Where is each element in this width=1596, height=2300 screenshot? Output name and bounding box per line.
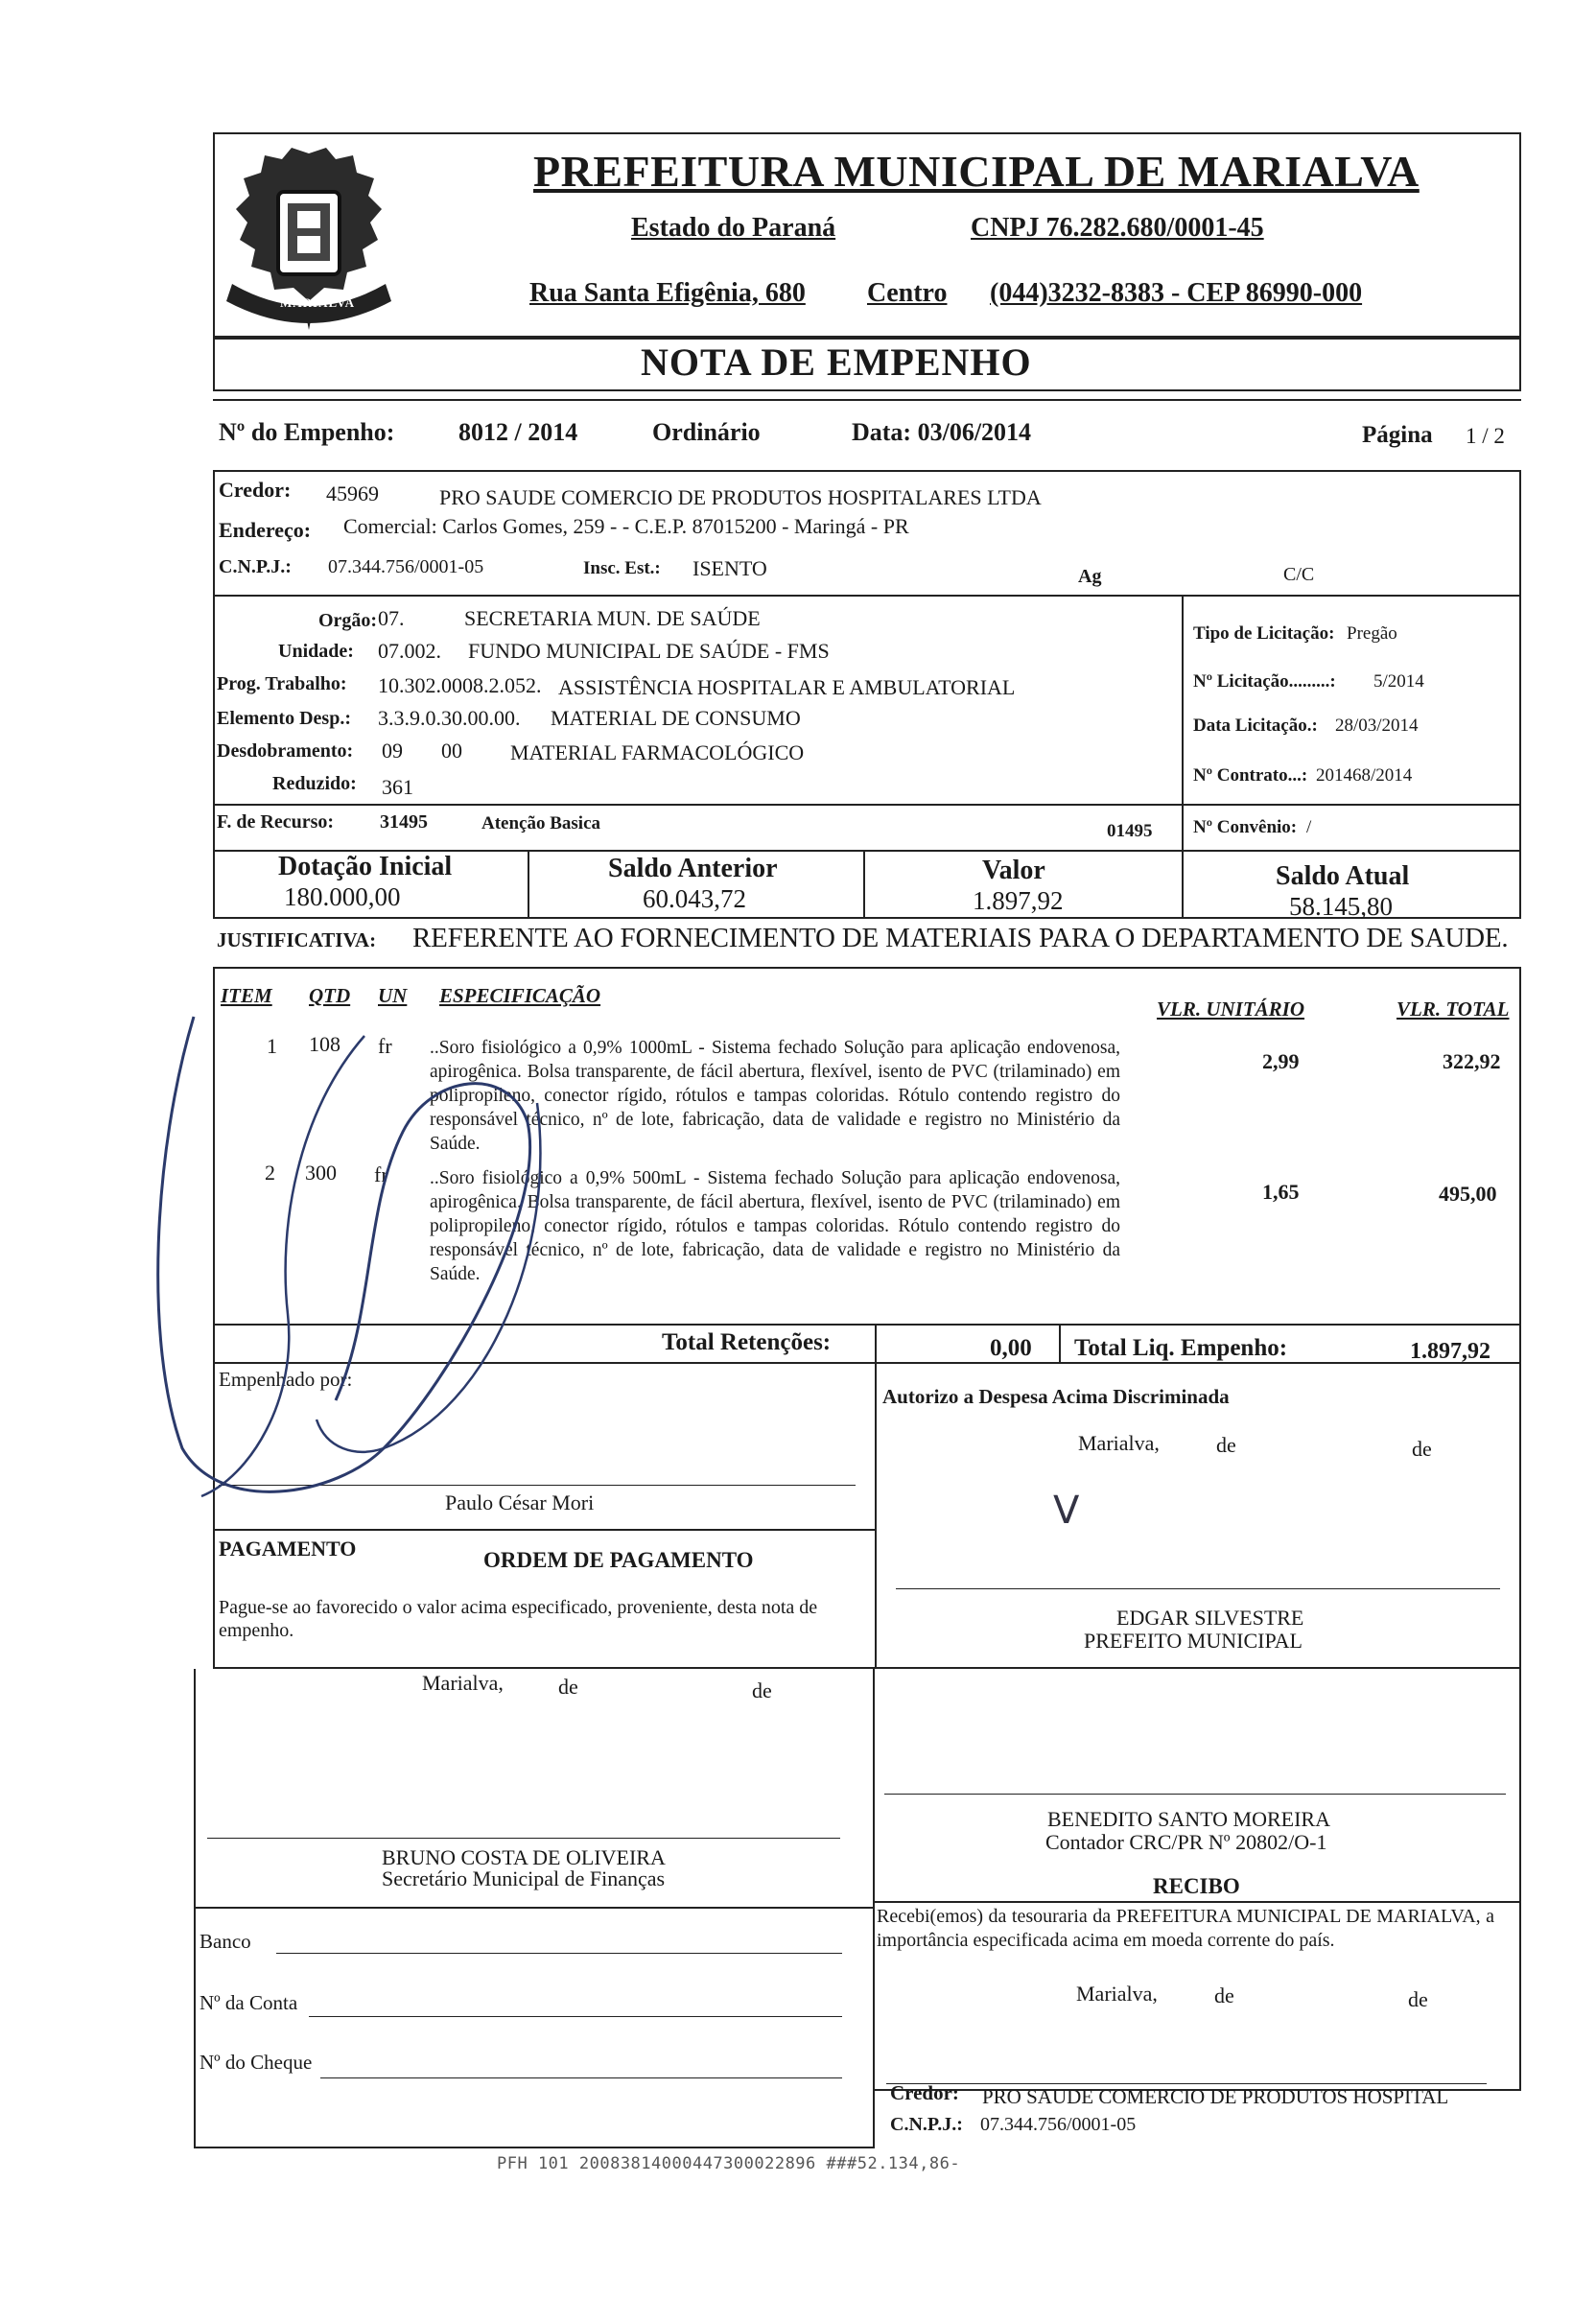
orgao-label: Orgão: [318, 610, 378, 631]
prog-name: ASSISTÊNCIA HOSPITALAR E AMBULATORIAL [558, 675, 1016, 699]
item-qtd: 300 [305, 1161, 337, 1185]
secretario-name: BRUNO COSTA DE OLIVEIRA [382, 1845, 666, 1869]
divider [863, 850, 865, 919]
total-liq-label: Total Liq. Empenho: [1074, 1335, 1288, 1361]
elem-code: 3.3.9.0.30.00.00. [378, 706, 521, 730]
page-label: Página [1362, 422, 1433, 448]
unidade-label: Unidade: [278, 641, 354, 662]
pagamento-text: Pague-se ao favorecido o valor acima especificado, proveniente, desta nota de empenho. [219, 1597, 818, 1641]
item-total: 495,00 [1439, 1182, 1497, 1206]
cc-label: C/C [1283, 564, 1315, 585]
col-total: VLR. TOTAL [1396, 997, 1510, 1021]
divider [1059, 1324, 1061, 1362]
secretario-role: Secretário Municipal de Finanças [382, 1866, 666, 1890]
signature-line [896, 1588, 1500, 1589]
total-liq-value: 1.897,92 [1410, 1339, 1490, 1364]
rec-code2: 01495 [1107, 821, 1153, 841]
tipo-licitacao-label: Tipo de Licitação: [1193, 623, 1335, 644]
data-licitacao: 28/03/2014 [1335, 716, 1419, 736]
item-un: fr [374, 1162, 388, 1186]
autorizo-de1: de [1216, 1433, 1236, 1457]
item-spec: ..Soro fisiológico a 0,9% 1000mL - Sistema fechado Solução para aplicação endovenosa, apirogênica. Bolsa transparente, de fácil abertura, flexível, isento de PVC (trilaminado) em polipropileno, conector rígido, rótulos e tampas coloridas. Rótulo contendo registro do responsável técnico, nº de lote, fabricação, data de validade e registro no Ministério da Saúde. [430, 1038, 1120, 1154]
valor-label: Valor [982, 856, 1045, 885]
credor-address: Comercial: Carlos Gomes, 259 - - C.E.P. 87015200 - Maringá - PR [343, 514, 909, 538]
divider [1182, 804, 1521, 806]
credor-code: 45969 [326, 481, 379, 505]
cheque-label: Nº do Cheque [200, 2051, 313, 2074]
initials-mark: V [1053, 1489, 1080, 1533]
divider [1182, 595, 1184, 852]
recibo-city: Marialva, [1076, 1982, 1158, 2006]
divider [875, 1324, 877, 1669]
empenhado-name: Paulo César Mori [445, 1490, 595, 1514]
recibo-title: RECIBO [1153, 1874, 1240, 1898]
empenhado-label: Empenhado por: [219, 1368, 353, 1391]
empenho-date: Data: 03/06/2014 [852, 418, 1032, 446]
dotacao-inicial: 180.000,00 [284, 882, 401, 911]
divider [194, 1907, 873, 1909]
org-phone-cep: (044)3232-8383 - CEP 86990-000 [990, 278, 1363, 308]
credor-cnpj: 07.344.756/0001-05 [328, 556, 484, 577]
red-label: Reduzido: [272, 773, 357, 794]
page-number: 1 / 2 [1466, 424, 1505, 448]
conta-label: Nº da Conta [200, 1991, 298, 2014]
handwritten-signature [144, 997, 681, 1535]
divider [886, 2083, 1487, 2084]
org-title: PREFEITURA MUNICIPAL DE MARIALVA [533, 147, 1420, 196]
empenho-type: Ordinário [652, 418, 761, 446]
cnpj-label: C.N.P.J.: [219, 556, 292, 577]
item-un: fr [378, 1034, 392, 1058]
num-licitacao: 5/2014 [1373, 671, 1424, 692]
rec-label: F. de Recurso: [217, 811, 335, 833]
item-number: 2 [265, 1161, 275, 1185]
credor-insc: ISENTO [692, 556, 767, 580]
autorizo-text: Autorizo a Despesa Acima Discriminada [882, 1385, 1230, 1408]
saldo-anterior-label: Saldo Anterior [608, 854, 778, 883]
banco-label: Banco [200, 1930, 251, 1953]
col-qtd: QTD [309, 984, 351, 1007]
saldo-atual-label: Saldo Atual [1276, 861, 1410, 891]
banco-field[interactable] [276, 1953, 842, 1954]
credor-label: Credor: [219, 478, 292, 502]
rec-code: 31495 [380, 811, 428, 833]
valor: 1.897,92 [973, 886, 1064, 915]
org-address: Rua Santa Efigênia, 680 [529, 278, 806, 308]
elem-name: MATERIAL DE CONSUMO [551, 706, 801, 730]
orgao-name: SECRETARIA MUN. DE SAÚDE [464, 606, 761, 630]
divider [1519, 1669, 1521, 2091]
item-number: 1 [267, 1034, 277, 1058]
convenio: / [1306, 817, 1312, 837]
address-label: Endereço: [219, 518, 312, 542]
recibo-text: Recebi(emos) da tesouraria da PREFEITURA MUNICIPAL DE MARIALVA, a importância especificada acima em moeda corrente do país. [877, 1906, 1494, 1951]
recibo-de1: de [1214, 1983, 1234, 2007]
divider [194, 2147, 873, 2148]
divider [875, 1901, 1519, 1903]
tipo-licitacao: Pregão [1347, 623, 1397, 644]
item-spec: ..Soro fisiológico a 0,9% 500mL - Sistema fechado Solução para aplicação endovenosa, apirogênica. Bolsa transparente, de fácil abertura, flexível, isento de PVC (trilaminado) em polipropileno, conector rígido, rótulos e tampas coloridas. Rótulo contendo registro do responsável técnico, nº de lote, fabricação, data de validade e registro no Ministério da Saúde. [430, 1168, 1120, 1284]
doc-title: NOTA DE EMPENHO [641, 340, 1032, 384]
contador-role: Contador CRC/PR Nº 20802/O-1 [1045, 1830, 1327, 1854]
divider [194, 1669, 196, 2148]
org-district: Centro [867, 278, 948, 308]
ag-label: Ag [1078, 566, 1102, 587]
pagamento-de2: de [752, 1678, 772, 1702]
convenio-label: Nº Convênio: [1193, 817, 1298, 837]
cheque-field[interactable] [320, 2077, 842, 2078]
pagamento-de1: de [558, 1675, 578, 1699]
recibo-credor: PRO SAUDE COMERCIO DE PRODUTOS HOSPITAL [982, 2085, 1449, 2108]
red-value: 361 [382, 775, 413, 799]
item-unit: 1,65 [1262, 1180, 1300, 1204]
contrato: 201468/2014 [1316, 765, 1413, 786]
credor-name: PRO SAUDE COMERCIO DE PRODUTOS HOSPITALARES LTDA [439, 485, 1042, 509]
org-state: Estado do Paraná [631, 213, 836, 243]
desd-label: Desdobramento: [217, 740, 354, 762]
autorizo-city: Marialva, [1078, 1431, 1160, 1455]
divider [213, 804, 1182, 806]
org-cnpj: CNPJ 76.282.680/0001-45 [971, 213, 1264, 243]
recibo-cnpj-label: C.N.P.J.: [890, 2114, 963, 2135]
col-spec: ESPECIFICAÇÃO [439, 984, 601, 1007]
seal-ribbon-text: MARIALVA [280, 295, 356, 310]
recibo-cnpj: 07.344.756/0001-05 [980, 2114, 1137, 2135]
unidade-code: 07.002. [378, 639, 441, 663]
contrato-label: Nº Contrato...: [1193, 765, 1308, 786]
col-un: UN [378, 984, 408, 1007]
dotacao-inicial-label: Dotação Inicial [278, 852, 453, 881]
insc-label: Insc. Est.: [583, 558, 661, 578]
recibo-de2: de [1408, 1987, 1428, 2011]
ordem-label: ORDEM DE PAGAMENTO [483, 1548, 754, 1572]
orgao-code: 07. [378, 606, 405, 630]
justificativa-label: JUSTIFICATIVA: [217, 928, 377, 951]
prefeito-name: EDGAR SILVESTRE [1116, 1606, 1304, 1630]
empenho-label: Nº do Empenho: [219, 418, 395, 446]
divider [873, 1669, 875, 2148]
desd-code1: 09 [382, 739, 403, 763]
prefeito-role: PREFEITO MUNICIPAL [1084, 1629, 1303, 1653]
retencoes-value: 0,00 [990, 1335, 1032, 1361]
desd-code2: 00 [441, 739, 462, 763]
saldo-atual: 58.145,80 [1289, 892, 1393, 921]
signature-line [884, 1794, 1506, 1795]
unidade-name: FUNDO MUNICIPAL DE SAÚDE - FMS [468, 639, 830, 663]
item-qtd: 108 [309, 1032, 340, 1056]
conta-field[interactable] [309, 2016, 842, 2017]
municipal-seal-icon [213, 140, 405, 341]
autorizo-de2: de [1412, 1437, 1432, 1461]
pagamento-city: Marialva, [422, 1671, 504, 1695]
rec-name: Atenção Basica [481, 813, 601, 833]
item-unit: 2,99 [1262, 1049, 1300, 1073]
divider [213, 399, 1521, 401]
prog-code: 10.302.0008.2.052. [378, 673, 542, 697]
prog-label: Prog. Trabalho: [217, 673, 347, 694]
saldo-anterior: 60.043,72 [643, 884, 746, 913]
desd-name: MATERIAL FARMACOLÓGICO [510, 740, 805, 764]
justificativa-text: REFERENTE AO FORNECIMENTO DE MATERIAIS PARA O DEPARTAMENTO DE SAUDE. [412, 923, 1509, 953]
signature-line [207, 1838, 840, 1839]
elem-label: Elemento Desp.: [217, 708, 351, 729]
divider [528, 850, 529, 919]
num-licitacao-label: Nº Licitação.........: [1193, 671, 1336, 692]
divider [1182, 850, 1184, 919]
retencoes-label: Total Retenções: [662, 1329, 832, 1355]
data-licitacao-label: Data Licitação.: [1193, 716, 1318, 736]
col-unit: VLR. UNITÁRIO [1157, 997, 1305, 1021]
item-total: 322,92 [1443, 1049, 1501, 1073]
footer-code: PFH 101 20083814000447300022896 ###52.134,86- [497, 2154, 961, 2173]
pagamento-label: PAGAMENTO [219, 1537, 357, 1561]
col-item: ITEM [221, 984, 272, 1007]
recibo-credor-label: Credor: [890, 2081, 959, 2104]
empenho-number: 8012 / 2014 [458, 418, 578, 446]
contador-name: BENEDITO SANTO MOREIRA [1047, 1807, 1330, 1831]
